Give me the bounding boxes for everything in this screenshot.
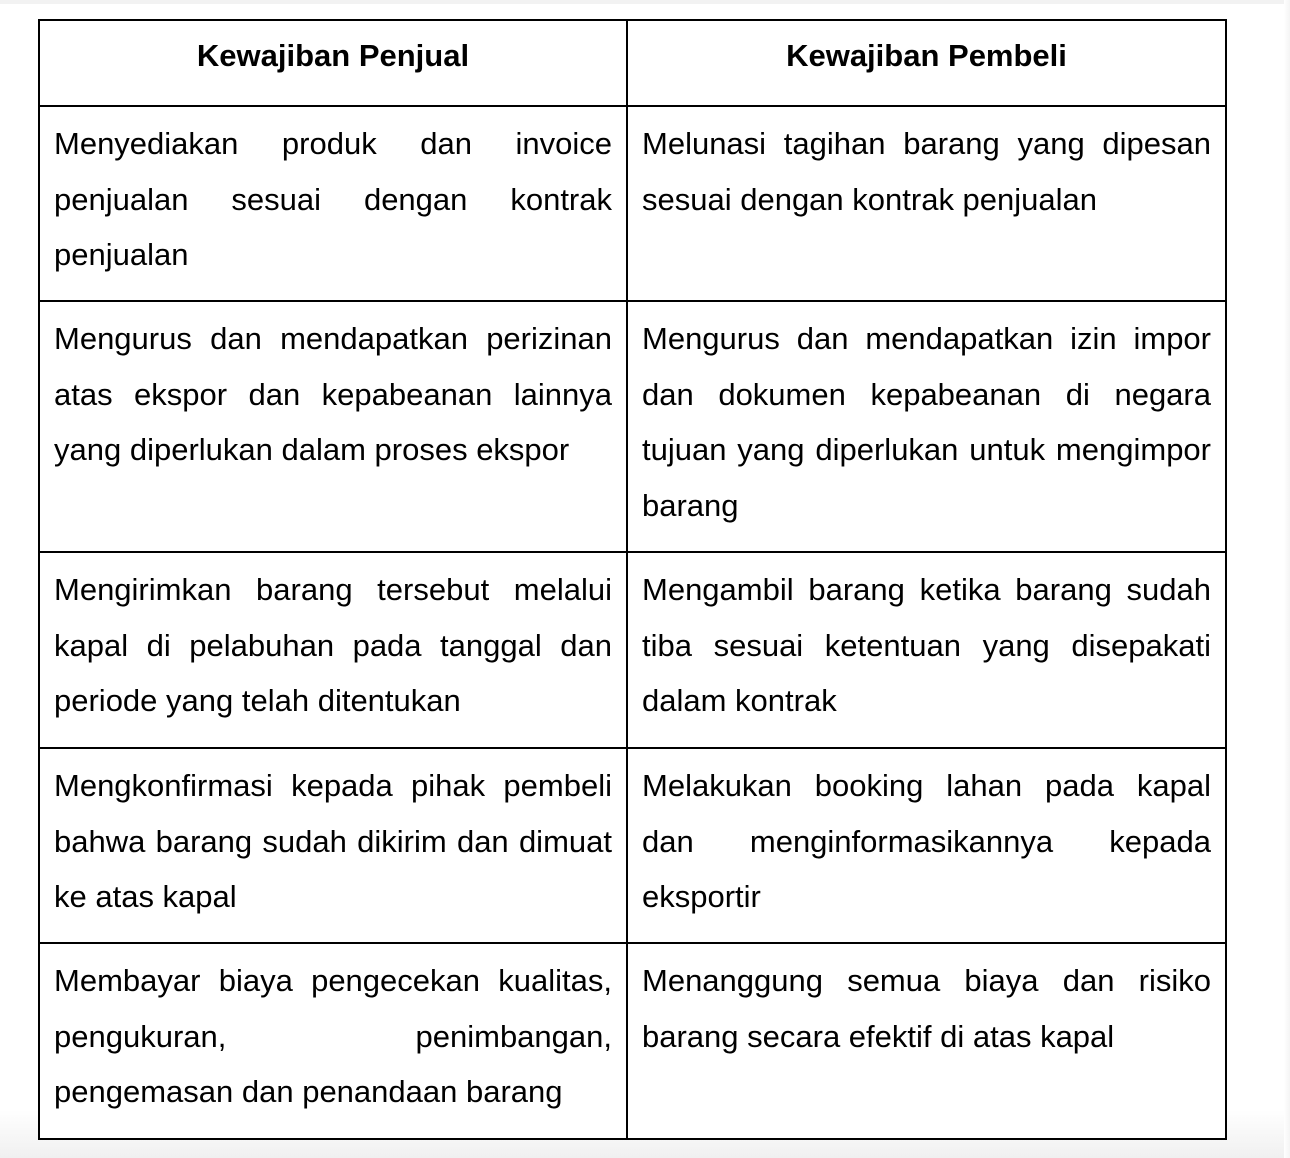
table-row xyxy=(39,552,1226,748)
buyer-cell: Mengambil barang ketika barang sudah tiba sesuai ketentuan yang disepakati dalam kontrak xyxy=(627,552,1226,748)
header-buyer: Kewajiban Pembeli xyxy=(627,20,1226,106)
table-row xyxy=(39,106,1226,301)
seller-cell: Mengurus dan mendapatkan perizinan atas ekspor dan kepabeanan lainnya yang diperlukan dalam proses ekspor xyxy=(39,301,627,552)
buyer-cell: Mengurus dan mendapatkan izin impor dan dokumen kepabeanan di negara tujuan yang diperlukan untuk mengimpor barang xyxy=(627,301,1226,552)
seller-cell: Menyediakan produk dan invoice penjualan sesuai dengan kontrak penjualan xyxy=(39,106,627,301)
top-edge xyxy=(0,0,1290,4)
table-row xyxy=(39,301,1226,552)
seller-cell: Mengkonfirmasi kepada pihak pembeli bahwa barang sudah dikirim dan dimuat ke atas kapal xyxy=(39,748,627,943)
seller-cell: Membayar biaya pengecekan kualitas, pengukuran, penimbangan, pengemasan dan penandaan barang xyxy=(39,943,627,1139)
header-seller: Kewajiban Penjual xyxy=(39,20,627,106)
buyer-cell: Menanggung semua biaya dan risiko barang secara efektif di atas kapal xyxy=(627,943,1226,1139)
header-row xyxy=(39,20,1226,106)
table-row xyxy=(39,943,1226,1139)
table-row xyxy=(39,748,1226,943)
right-edge xyxy=(1284,0,1290,1158)
buyer-cell: Melakukan booking lahan pada kapal dan menginformasikannya kepada eksportir xyxy=(627,748,1226,943)
buyer-cell: Melunasi tagihan barang yang dipesan sesuai dengan kontrak penjualan xyxy=(627,106,1226,301)
obligations-table xyxy=(38,19,1227,1140)
seller-cell: Mengirimkan barang tersebut melalui kapal di pelabuhan pada tanggal dan periode yang telah ditentukan xyxy=(39,552,627,748)
